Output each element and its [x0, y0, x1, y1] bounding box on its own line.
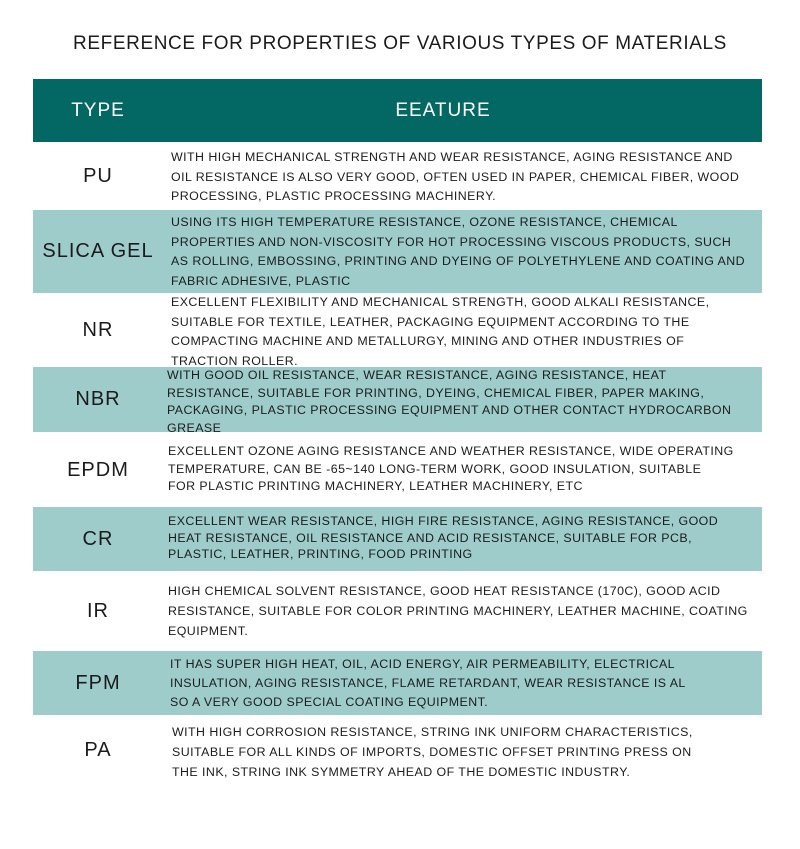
feature-cell: EXCELLENT FLEXIBILITY AND MECHANICAL STRENGTH, GOOD ALKALI RESISTANCE, SUITABLE FOR TEXTILE, LEATHER, PACKAGING EQUIPMENT ACCORDING TO THE COMPACTING MACHINE AND METALLURGY, MINING AND OTHER INDUSTRIES OF TRACTION ROLLER. [171, 295, 710, 368]
table-row-epdm [33, 433, 762, 507]
type-cell: FPM [75, 671, 121, 694]
table-row-cr [33, 507, 762, 571]
feature-cell: USING ITS HIGH TEMPERATURE RESISTANCE, OZONE RESISTANCE, CHEMICAL PROPERTIES AND NON-VISCOSITY FOR HOT PROCESSING VISCOUS PRODUCTS, SUCH AS ROLLING, EMBOSSING, PRINTING AND DYEING OF POLYETHYLENE AND COATING AND FABRIC ADHESIVE, PLASTIC [171, 215, 746, 288]
feature-cell: WITH GOOD OIL RESISTANCE, WEAR RESISTANCE, AGING RESISTANCE, HEAT RESISTANCE, SUITABLE FOR PRINTING, DYEING, CHEMICAL FIBER, PAPER MAKING, PACKAGING, PLASTIC PROCESSING EQUIPMENT AND OTHER CONTACT HYDROCARBON GREASE [167, 368, 732, 435]
header-type: TYPE [71, 100, 125, 121]
type-cell: SLICA GEL [42, 240, 154, 262]
table-row-pu [33, 143, 762, 209]
feature-cell: WITH HIGH MECHANICAL STRENGTH AND WEAR RESISTANCE, AGING RESISTANCE AND OIL RESISTANCE IS ALSO VERY GOOD, OFTEN USED IN PAPER, CHEMICAL FIBER, WOOD PROCESSING, PLASTIC PROCESSING MACHINERY. [171, 150, 740, 203]
type-cell: PA [84, 738, 112, 761]
header-feature: EEATURE [395, 100, 491, 121]
type-cell: NBR [75, 388, 121, 410]
table-row-nr [33, 293, 762, 367]
feature-cell: EXCELLENT OZONE AGING RESISTANCE AND WEATHER RESISTANCE, WIDE OPERATING TEMPERATURE, CAN BE -65~140 LONG-TERM WORK, GOOD INSULATION, SUITABLE FOR PLASTIC PRINTING MACHINERY, LEATHER MACHINERY, ETC [168, 444, 734, 493]
feature-cell: EXCELLENT WEAR RESISTANCE, HIGH FIRE RESISTANCE, AGING RESISTANCE, GOOD HEAT RESISTANCE, OIL RESISTANCE AND ACID RESISTANCE, SUITABLE FOR PCB, PLASTIC, LEATHER, PRINTING, FOOD PRINTING [168, 514, 719, 561]
table-row-ir [33, 571, 762, 651]
page-title: REFERENCE FOR PROPERTIES OF VARIOUS TYPES OF MATERIALS [73, 33, 727, 54]
feature-cell: IT HAS SUPER HIGH HEAT, OIL, ACID ENERGY, AIR PERMEABILITY, ELECTRICAL INSULATION, AGING RESISTANCE, FLAME RETARDANT, WEAR RESISTANCE IS AL SO A VERY GOOD SPECIAL COATING EQUIPMENT. [170, 657, 686, 709]
type-cell: IR [87, 599, 109, 622]
type-cell: EPDM [67, 458, 129, 481]
feature-cell: HIGH CHEMICAL SOLVENT RESISTANCE, GOOD HEAT RESISTANCE (170C), GOOD ACID RESISTANCE, SUITABLE FOR COLOR PRINTING MACHINERY, LEATHER MACHINE, COATING EQUIPMENT. [168, 584, 748, 638]
type-cell: NR [82, 318, 114, 341]
type-cell: PU [83, 164, 113, 187]
table-row-fpm [33, 651, 762, 715]
table-header [33, 79, 762, 142]
table-row-slica-gel [33, 210, 762, 293]
type-cell: CR [82, 527, 114, 550]
feature-cell: WITH HIGH CORROSION RESISTANCE, STRING INK UNIFORM CHARACTERISTICS, SUITABLE FOR ALL KINDS OF IMPORTS, DOMESTIC OFFSET PRINTING PRESS ON THE INK, STRING INK SYMMETRY AHEAD OF THE DOMESTIC INDUSTRY. [172, 725, 693, 779]
table-row-nbr [33, 367, 762, 435]
table-row-pa [33, 715, 762, 785]
